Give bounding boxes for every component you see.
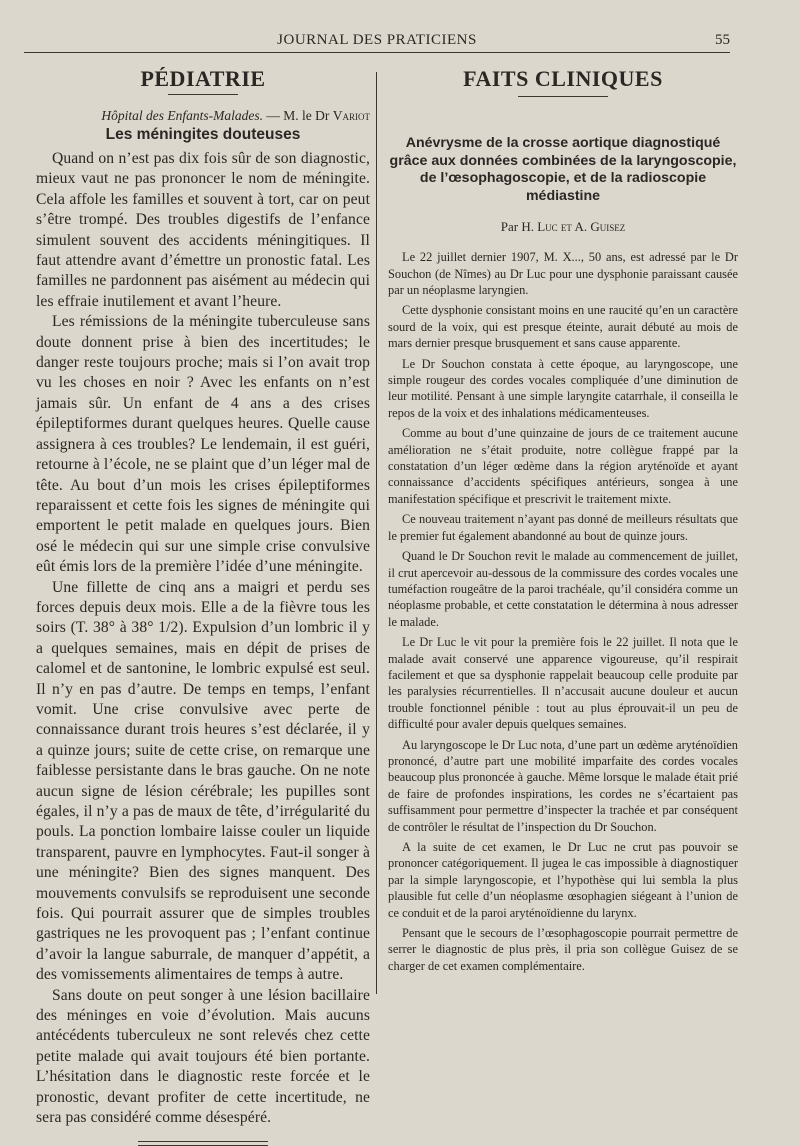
journal-title: JOURNAL DES PRATICIENS [277, 32, 477, 48]
end-of-article-rule [138, 1141, 268, 1146]
section-rule [518, 96, 608, 97]
article-body [388, 249, 738, 974]
paragraph: Au laryngoscope le Dr Luc nota, d’une part un œdème aryténoïdien prononcé, d’autre part une mobilité imparfaite des cordes vocales beaucoup plus prononcée à gauche. Même lorsque le malade était prié de faire de profondes inspirations, les cordes ne s’écartaient pas suffisamment pour permettre d’inspecter la trachée et par conséquent de contrôler le résultat de l’inspection du Dr Souchon. [388, 737, 738, 834]
section-title-faits-cliniques: FAITS CLINIQUES [463, 66, 663, 91]
paragraph: Sans doute on peut songer à une lésion bacillaire des méninges en voie d’évolution. Mais aucuns antécédents tuberculeux ne sont relevés chez cette petite malade qui avait toujours été bien portante. L’hésitation dans le diagnostic reste forcée et le pronostic, devant profiter de cette incertitude, ne sera pas considéré comme désespéré. [36, 986, 370, 1127]
paragraph: Le Dr Luc le vit pour la première fois le 22 juillet. Il nota que le malade avait conservé une apparence vigoureuse, qu’il respirait facilement et que sa dysphonie rappelait beaucoup celle produite par les paralysies récurrentielles. Il n’accusait aucune douleur et aucun trouble fonctionnel pénible : tout au plus éprouvait-il un peu de difficulté pour avaler depuis quelques semaines. [388, 635, 738, 732]
article-title: Les méningites douteuses [105, 126, 301, 143]
right-column [388, 66, 738, 978]
paragraph: Une fillette de cinq ans a maigri et perdu ses forces depuis deux mois. Elle a de la fièvre tous les soirs (T. 38° à 38° 1/2). Expulsion d’un lombric il y a quelques semaines, mais en dépit de prises de calomel et de santonine, le lombric expulsé est seul. Il n’y en pas d’autre. De temps en temps, l’enfant vomit. Une crise convulsive avec perte de connaissance durant trois heures s’est déclarée, il y a quinze jours; suite de cette crise, on remarque une faiblesse persistante dans le bras gauche. On ne note aucun signe de lésion cérébrale; les pupilles sont égales, il n’y a pas de maux de tête, d’irrégularité du pouls. La ponction lombaire laisse couler un liquide transparent, pauvre en lymphocytes. Faut-il songer à une méningite? Bien des signes manquent. Des mouvements convulsifs se reproduisent une seconde fois. Qui pourrait assurer que de simples troubles gastriques ne les provoquent pas ; l’enfant continue d’avoir la langue saburrale, de manquer d’appétit, a des vomissements alimentaires de temps à autre. [36, 578, 370, 984]
running-head [24, 30, 730, 53]
column-divider [376, 72, 377, 994]
article-title: Anévrysme de la crosse aortique diagnostiqué grâce aux données combinées de la laryngoscopie, de l’œsophagoscopie, et de la radioscopie médiastine [389, 135, 737, 204]
paragraph: Le Dr Souchon constata à cette époque, au laryngoscope, une simple rougeur des cordes vocales compliquée d’une diminution de leur motilité. Pensant à une simple laryngite catarrhale, il conseilla le repos de la voix et des inhalations médicamenteuses. [388, 356, 738, 420]
section-title-pediatrie: PÉDIATRIE [140, 66, 266, 91]
authors-names: H. Luc et A. Guisez [521, 219, 626, 235]
page-number: 55 [715, 32, 730, 48]
paragraph: Pensant que le secours de l’œsophagoscopie pourrait permettre de serrer le diagnostic de plus près, il pria son collègue Guisez de se charger de cet examen complémentaire. [388, 926, 738, 973]
paragraph: Le 22 juillet dernier 1907, M. X..., 50 ans, est adressé par le Dr Souchon (de Nîmes) au Dr Luc pour une dysphonie paraissant causée par un néoplasme laryngien. [388, 250, 738, 297]
paragraph: Les rémissions de la méningite tuberculeuse sans doute donnent prise à bien des incertitudes; le danger reste toujours proche; mais si l’on avait trop vu les choses en noir ? Avec les enfants on n’est jamais sûr. Un enfant de 4 ans a des crises épileptiformes durant quelques heures. Quelle cause assignera à ces troubles? Le lendemain, il est guéri, retourne à l’école, ne se plaint que d’un léger mal de tête. Au bout d’un mois les crises épileptiformes reparaissent et cette fois les signes de méningite qui emportent le petit malade en quelques jours. Bien osé le médecin qui sur une simple crise convulsive eût émis lors de la première l’idée d’une méningite. [36, 313, 370, 576]
authors-prefix: Par [500, 219, 522, 235]
left-column [36, 66, 370, 1146]
paragraph: Comme au bout d’une quinzaine de jours de ce traitement aucune amélioration ne s’était produite, notre collègue frappé par la constatation d’un léger œdème dans la région aryténoïde et ayant connaissance d’accidents spécifiques antérieurs, songea à une manifestation spécifique et prescrivit le traitement mixte. [388, 426, 738, 506]
section-rule [168, 94, 238, 95]
paragraph: Ce nouveau traitement n’ayant pas donné de meilleurs résultats que le premier fut également abandonné au bout de quinze jours. [388, 512, 738, 543]
article-byline [36, 107, 370, 125]
paragraph: Quand le Dr Souchon revit le malade au commencement de juillet, il crut apercevoir au-dessous de la commissure des cordes vocales une tuméfaction rougeâtre de la paroi trachéale, qu’il considéra comme un néoplasme probable, et cette constatation le détermina à nous adresser le malade. [388, 549, 738, 629]
hospital-name: Hôpital des Enfants-Malades. [101, 108, 263, 123]
paragraph: Quand on n’est pas dix fois sûr de son diagnostic, mieux vaut ne pas prononcer le nom de méningite. Cela affole les familles et souvent à tort, car on peut s’être trompé. Des troubles digestifs de l’enfance simulent souvent des accidents méningitiques. Il faut attendre avant d’émettre un pronostic fatal. Les familles ne pardonnent pas aisément au médecin qui les effraie inutilement et avant l’heure. [36, 150, 370, 310]
article-body [36, 149, 370, 1129]
author-prefix: — M. le Dr [263, 108, 333, 123]
paragraph: Cette dysphonie consistant moins en une raucité qu’en un caractère sourd de la voix, qui est presque éteinte, aurait débuté au mois de mars dernier presque brusquement et sans cause apparente. [388, 303, 738, 351]
author-name: Variot [332, 108, 370, 123]
paragraph: A la suite de cet examen, le Dr Luc ne crut pas pouvoir se prononcer catégoriquement. Il jugea le cas impossible à diagnostiquer par la simple laryngoscopie, et l’hypothèse qui lui sembla la plus plausible fut celle d’un néoplasme œsophagien siégeant à l’union de ce conduit et de la paroi aryténoïdienne du larynx. [388, 840, 738, 920]
article-authors [388, 219, 738, 235]
